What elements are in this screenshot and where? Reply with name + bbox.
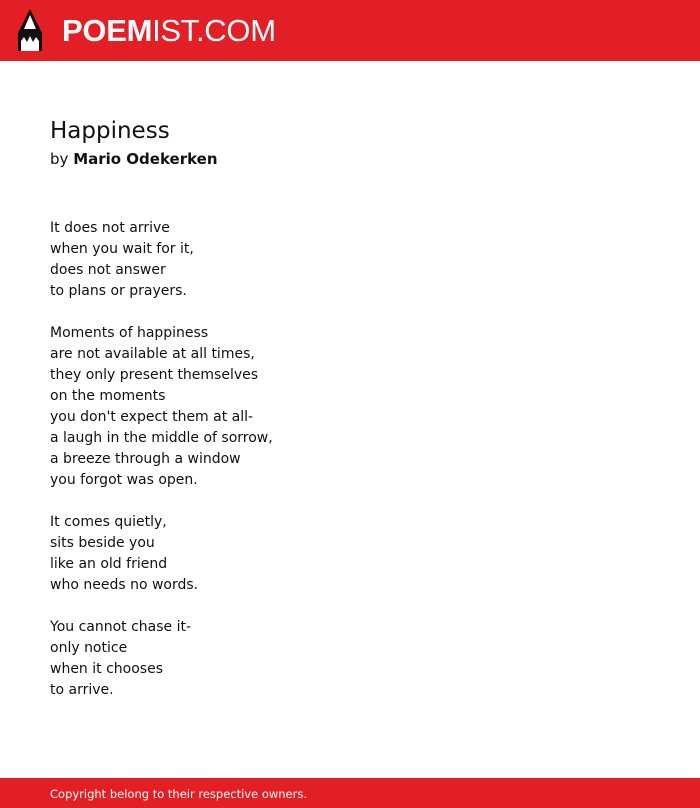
poem-line: to arrive. [50, 682, 114, 698]
pencil-icon[interactable] [18, 9, 42, 51]
poem-line: It comes quietly, [50, 514, 167, 530]
poem-line: when you wait for it, [50, 241, 194, 257]
poem-title: Happiness [50, 118, 170, 144]
poem-line: a laugh in the middle of sorrow, [50, 430, 273, 446]
author-link[interactable]: Mario Odekerken [73, 150, 218, 168]
poem-line: like an old friend [50, 556, 168, 572]
poem-line: when it chooses [50, 661, 163, 677]
logo-text-light: IST.COM [152, 13, 276, 48]
logo-text-bold: POEM [62, 13, 153, 48]
site-header [0, 0, 700, 61]
poem-body [50, 218, 273, 701]
byline-prefix: by [50, 150, 69, 168]
poem-line: you forgot was open. [50, 472, 198, 488]
poem-line: who needs no words. [50, 577, 199, 593]
poem-line: on the moments [50, 388, 166, 404]
poem-line: You cannot chase it- [50, 619, 192, 635]
poem-line: It does not arrive [50, 220, 170, 236]
poem-line: they only present themselves [50, 367, 259, 383]
poem-line: sits beside you [50, 535, 155, 551]
site-logo[interactable] [62, 13, 276, 49]
poem-line: to plans or prayers. [50, 283, 187, 299]
poem-line: a breeze through a window [50, 451, 241, 467]
poem-line: only notice [50, 640, 128, 656]
byline [50, 148, 218, 170]
poem-line: are not available at all times, [50, 346, 255, 362]
poem-stanza [50, 512, 273, 596]
poem-line: you don't expect them at all- [50, 409, 254, 425]
poem-stanza [50, 617, 273, 701]
copyright-notice: Copyright belong to their respective owners. [50, 787, 308, 801]
poem-line: does not answer [50, 262, 166, 278]
poem-stanza [50, 323, 273, 491]
poem-stanza [50, 218, 273, 302]
poem-line: Moments of happiness [50, 325, 209, 341]
site-footer [0, 778, 700, 808]
